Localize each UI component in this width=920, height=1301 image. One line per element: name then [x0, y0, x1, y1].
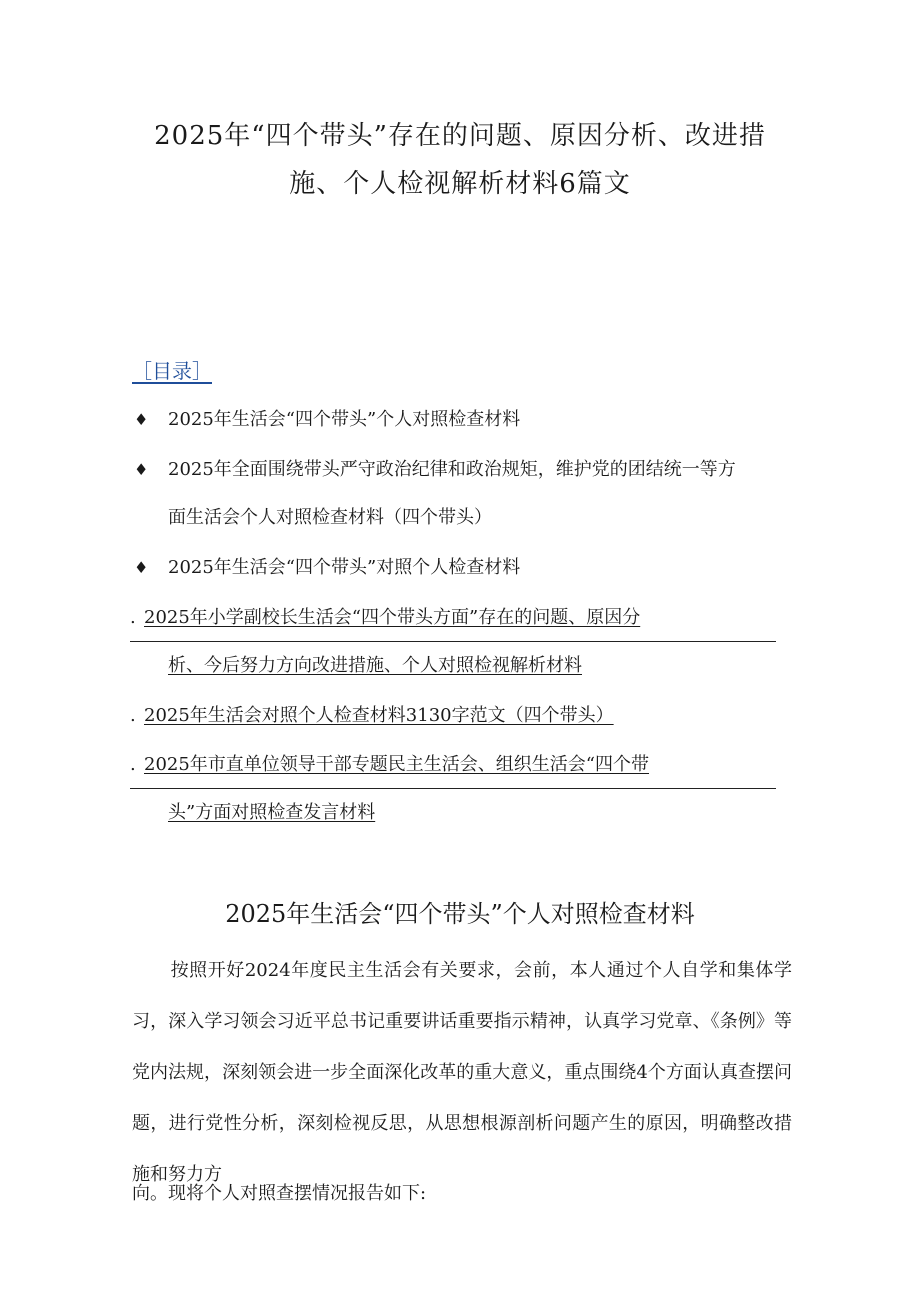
document-title-line-2: 施、个人检视解析材料6篇文: [289, 169, 631, 199]
toc-label[interactable]: ［目录］: [132, 359, 212, 383]
diamond-bullet-icon: ♦: [134, 410, 149, 429]
toc-item[interactable]: [132, 544, 792, 592]
section-heading: 2025年生活会“四个带头”个人对照检查材料: [225, 900, 695, 928]
toc-link-prefix: .: [130, 705, 136, 726]
toc-link-line-1: 2025年市直单位领导干部专题民主生活会、组织生活会“四个带: [130, 741, 776, 789]
toc-link-prefix: .: [130, 754, 136, 775]
toc-link-line-1: 2025年生活会对照个人检查材料3130字范文（四个带头）: [144, 705, 614, 726]
toc-link-item[interactable]: [130, 741, 790, 837]
toc-link-item[interactable]: [130, 594, 790, 690]
diamond-bullet-icon: ♦: [134, 460, 149, 479]
toc-item[interactable]: [132, 396, 792, 444]
diamond-bullet-icon: ♦: [134, 558, 149, 577]
body-paragraph-tail: 向。现将个人对照查摆情况报告如下:: [132, 1183, 427, 1204]
toc-item[interactable]: [132, 446, 792, 542]
toc-link-line-1: 2025年小学副校长生活会“四个带头方面”存在的问题、原因分: [130, 594, 776, 642]
document-title-line-1: 2025年“四个带头”存在的问题、原因分析、改进措: [154, 121, 766, 151]
toc-item-text: 2025年全面围绕带头严守政治纪律和政治规矩，维护党的团结统一等方: [168, 459, 736, 480]
toc-link-item[interactable]: [130, 692, 790, 740]
toc-item-text: 2025年生活会“四个带头”对照个人检查材料: [168, 557, 521, 578]
toc-link-prefix: .: [130, 607, 136, 628]
toc-item-text-continued: 面生活会个人对照检查材料（四个带头）: [168, 507, 492, 528]
toc-link-line-2: 头”方面对照检查发言材料: [168, 802, 376, 823]
toc-item-text: 2025年生活会“四个带头”个人对照检查材料: [168, 409, 521, 430]
document-title: [120, 112, 800, 208]
body-paragraph-text: 按照开好2024年度民主生活会有关要求，会前，本人通过个人自学和集体学习，深入学习领会习近平总书记重要讲话重要指示精神，认真学习党章、《条例》等党内法规，深刻领会进一步全面深化改革的重大意义，重点围绕4个方面认真查摆问题，进行党性分析，深刻检视反思，从思想根源剖析问题产生的原因，明确整改措施和努力方: [132, 960, 792, 1185]
toc-link-line-2: 析、今后努力方向改进措施、个人对照检视解析材料: [168, 655, 582, 676]
body-paragraph: [132, 945, 792, 1200]
